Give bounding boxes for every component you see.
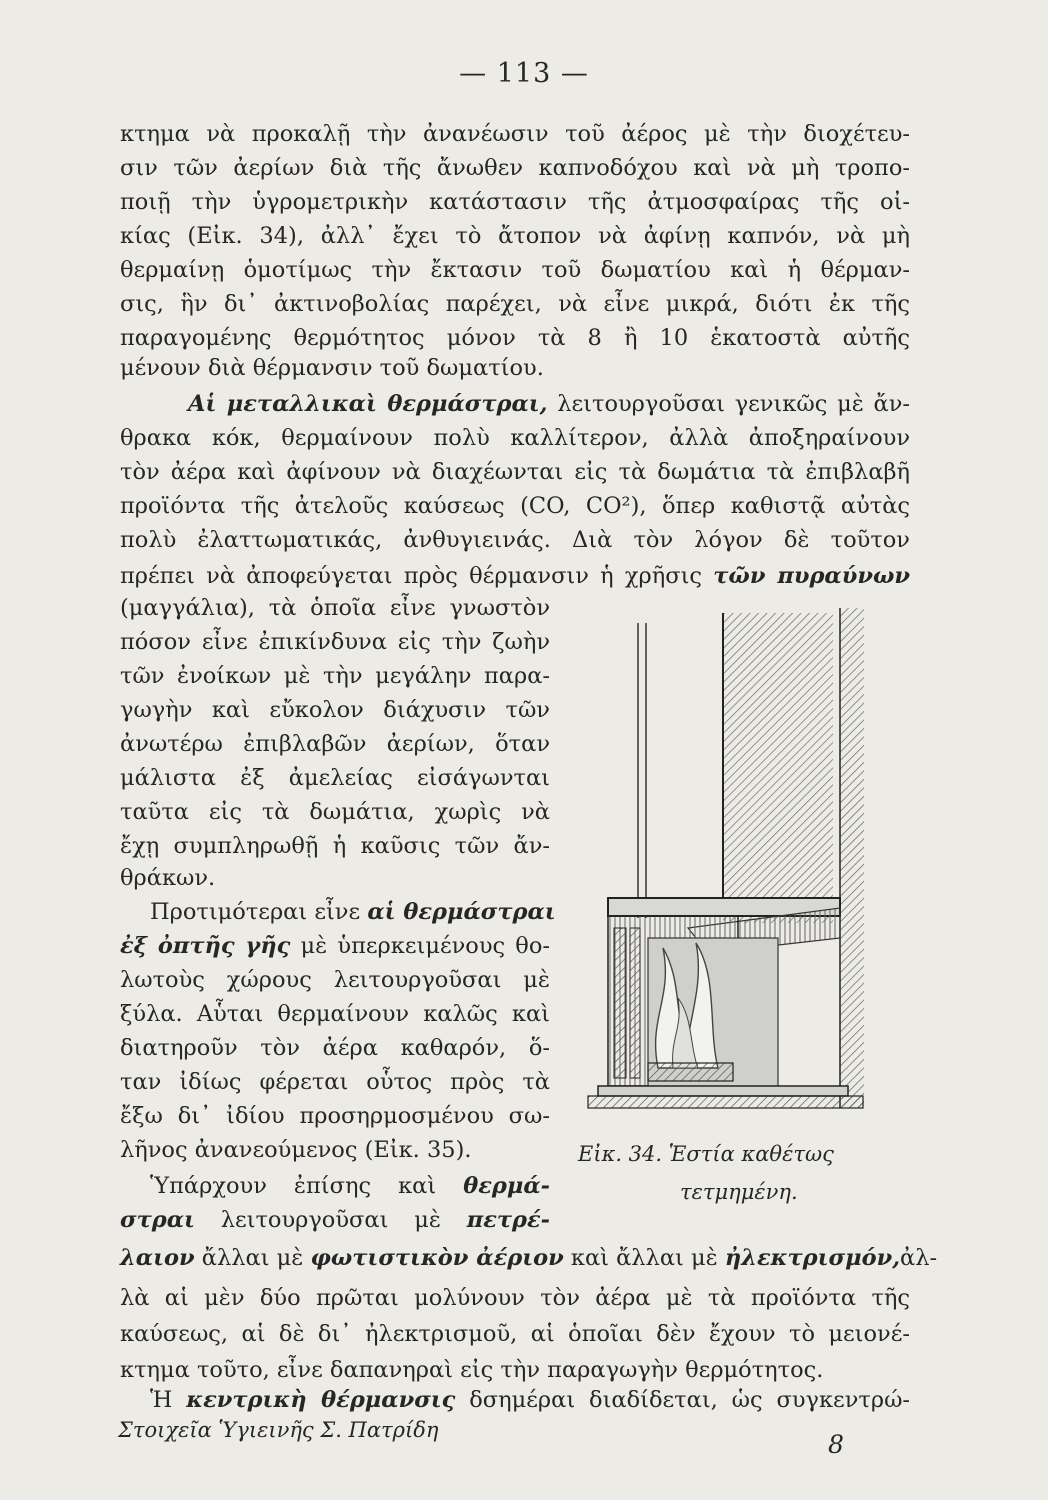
bold-term: πετρέ- [466, 1207, 550, 1233]
text-line [120, 1170, 550, 1202]
clay-stoves-heading: αἱ θερμάστραι [367, 899, 556, 925]
text-line: μάλιστα ἐξ ἀμελείας εἰσάγωνται [120, 765, 550, 791]
text-line: ταῦτα εἰς τὰ δωμάτια, χωρὶς νὰ [120, 799, 550, 825]
metal-stoves-heading: Αἱ μεταλλικαὶ θερμάστραι, [188, 391, 548, 417]
text-line: κτημα τοῦτο, εἶνε δαπανηραὶ εἰς τὴν παραγωγὴν θερμότητος. [120, 1357, 824, 1383]
text-line: παραγομένης θερμότητος μόνον τὰ 8 ἢ 10 ἑκατοστὰ αὐτῆς [120, 325, 910, 351]
text-line: γωγὴν καὶ εὔκολον διάχυσιν τῶν [120, 697, 550, 723]
text-line [120, 1242, 938, 1274]
fireplace-figure [578, 598, 878, 1118]
text-line: καύσεως, αἱ δὲ δι᾽ ἠλεκτρισμοῦ, αἱ ὁποῖαι δὲν ἔχουν τὸ μειονέ- [120, 1321, 910, 1347]
text-line: πόσον εἶνε ἐπικίνδυνα εἰς τὴν ζωὴν [120, 629, 550, 655]
text-fragment: λειτουργοῦσαι μὲ [220, 1207, 441, 1233]
central-heating-term: κεντρικὴ θέρμανσις [186, 1387, 456, 1413]
text-fragment: δσημέραι διαδίδεται, ὡς συγκεντρώ- [469, 1387, 911, 1413]
text-line: τῶν ἐνοίκων μὲ τὴν μεγάλην παρα- [120, 663, 550, 689]
text-line: μένουν διὰ θέρμανσιν τοῦ δωματίου. [120, 355, 544, 381]
text-fragment: Ἡ [150, 1387, 173, 1413]
text-line: λωτοὺς χώρους λειτουργοῦσαι μὲ [120, 967, 550, 993]
text-fragment: ἄλλαι μὲ [201, 1245, 304, 1271]
text-line: ἔχῃ συμπληρωθῇ ἡ καῦσις τῶν ἄν- [120, 833, 550, 859]
text-line: σιν τῶν ἀερίων διὰ τῆς ἄνωθεν καπνοδόχου καὶ νὰ μὴ τροπο- [120, 155, 910, 181]
text-fragment: καὶ ἄλλαι μὲ [570, 1245, 718, 1271]
text-line [120, 560, 910, 592]
text-line: θρακα κόκ, θερμαίνουν πολὺ καλλίτερον, ἀλλὰ ἀποξηραίνουν [120, 425, 910, 451]
pyraunon-term: τῶν πυραύνων [713, 563, 910, 589]
text-line: κίας (Εἰκ. 34), ἀλλ᾽ ἔχει τὸ ἄτοπον νὰ ἀφίνῃ καπνόν, νὰ μὴ [120, 223, 910, 249]
bold-term: θερμά- [463, 1173, 550, 1199]
signature-mark: 8 [828, 1430, 844, 1459]
text-line: σις, ἣν δι᾽ ἀκτινοβολίας παρέχει, νὰ εἶνε μικρά, διότι ἐκ τῆς [120, 291, 910, 317]
clay-stoves-heading-cont: ἐξ ὀπτῆς γῆς [120, 933, 291, 959]
text-fragment: πρέπει νὰ ἀποφεύγεται πρὸς θέρμανσιν ἡ χρῆσις [120, 563, 703, 589]
text-line: ποιῇ τὴν ὑγρομετρικὴν κατάστασιν τῆς ἀτμοσφαίρας τῆς οἰ- [120, 189, 910, 215]
figure-caption-cont: τετμημένη. [680, 1180, 798, 1204]
text-line: ξύλα. Αὗται θερμαίνουν καλῶς καὶ [120, 1001, 550, 1027]
text-line: λῆνος ἀνανεούμενος (Εἰκ. 35). [120, 1137, 472, 1163]
bold-term: στραι [120, 1207, 195, 1233]
text-line: ἀνωτέρω ἐπιβλαβῶν ἀερίων, ὅταν [120, 731, 550, 757]
text-fragment: μὲ ὑπερκειμένους θο- [300, 933, 550, 959]
text-line [120, 896, 556, 928]
text-line: (μαγγάλια), τὰ ὁποῖα εἶνε γνωστὸν [120, 595, 550, 621]
figure-caption: Εἰκ. 34. Ἑστία καθέτως [578, 1142, 834, 1166]
page-number: — 113 — [459, 58, 589, 89]
text-line: ταν ἰδίως φέρεται οὗτος πρὸς τὰ [120, 1069, 550, 1095]
book-title-footer: Στοιχεῖα Ὑγιεινῆς Σ. Πατρίδη [118, 1418, 439, 1442]
text-line [120, 1384, 910, 1416]
text-line [120, 388, 910, 420]
text-line [120, 930, 550, 962]
text-fragment: ἀλ- [900, 1245, 938, 1271]
text-line: ἔξω δι᾽ ἰδίου προσηρμοσμένου σω- [120, 1103, 550, 1129]
text-line: λὰ αἱ μὲν δύο πρῶται μολύνουν τὸν ἀέρα μὲ τὰ προϊόντα τῆς [120, 1285, 910, 1311]
text-line: πολὺ ἐλαττωματικάς, ἀνθυγιεινάς. Διὰ τὸν λόγον δὲ τοῦτον [120, 527, 910, 553]
text-fragment: Προτιμότεραι εἶνε [150, 899, 361, 925]
bold-term: λαιον [120, 1245, 195, 1271]
text-fragment: λειτουργοῦσαι γενικῶς μὲ ἄν- [557, 391, 911, 417]
text-fragment: Ὑπάρχουν ἐπίσης καὶ [150, 1173, 437, 1199]
gas-term: φωτιστικὸν ἀέριον [310, 1245, 564, 1271]
text-line: θερμαίνῃ ὁμοτίμως τὴν ἔκτασιν τοῦ δωματίου καὶ ἡ θέρμαν- [120, 257, 910, 283]
text-line: διατηροῦν τὸν ἀέρα καθαρόν, ὅ- [120, 1035, 550, 1061]
text-line [120, 1204, 550, 1236]
text-line: κτημα νὰ προκαλῇ τὴν ἀνανέωσιν τοῦ ἀέρος μὲ τὴν διοχέτευ- [120, 121, 910, 147]
electricity-term: ἠλεκτρισμόν, [724, 1245, 901, 1271]
text-line: θράκων. [120, 865, 216, 891]
text-line: προϊόντα τῆς ἀτελοῦς καύσεως (CO, CO²), ὅπερ καθιστᾷ αὐτὰς [120, 493, 910, 519]
text-line: τὸν ἀέρα καὶ ἀφίνουν νὰ διαχέωνται εἰς τὰ δωμάτια τὰ ἐπιβλαβῆ [120, 459, 910, 485]
